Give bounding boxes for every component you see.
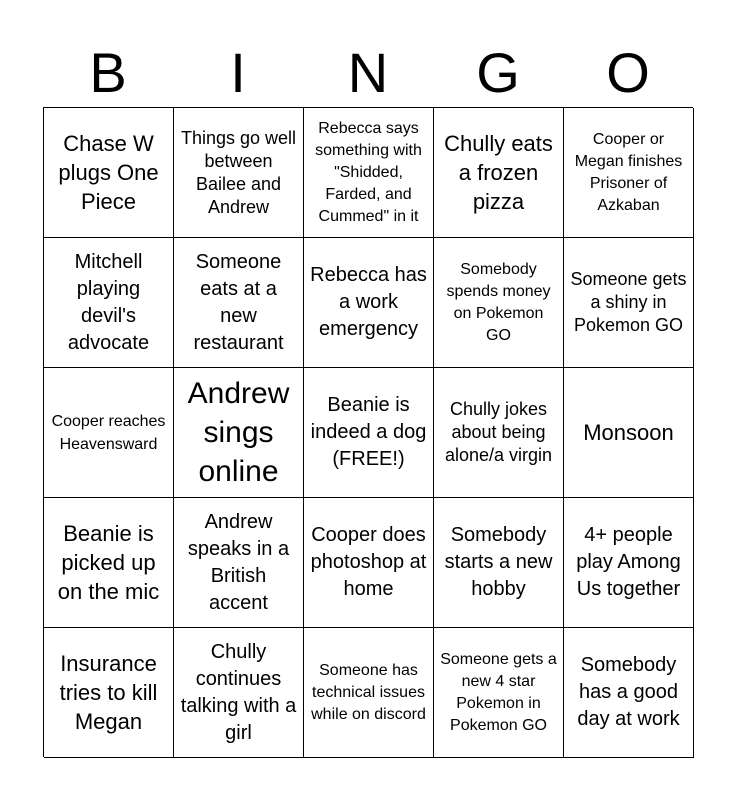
bingo-cell-r1c1[interactable] <box>44 108 174 238</box>
bingo-cell-r3c5[interactable] <box>564 368 694 498</box>
bingo-cell-r5c5[interactable] <box>564 628 694 758</box>
bingo-cell-r3c1[interactable] <box>44 368 174 498</box>
header-letter-i: I <box>230 41 246 104</box>
bingo-cell-r2c5[interactable] <box>564 238 694 368</box>
bingo-cell-r5c3[interactable] <box>304 628 434 758</box>
cell-text: Somebody spends money on Pokemon GO <box>446 260 551 344</box>
cell-text: Andrew speaks in a British accent <box>187 510 290 614</box>
header-letter-o: O <box>606 41 650 104</box>
cell-text: Mitchell playing devil's advocate <box>67 250 150 354</box>
cell-text: Rebecca says something with "Shidded, Farded, and Cummed" in it <box>315 119 422 225</box>
bingo-cell-r4c5[interactable] <box>564 498 694 628</box>
header-letter-n: N <box>347 41 389 104</box>
bingo-cell-r1c3[interactable] <box>304 108 434 238</box>
cell-text: Chully jokes about being alone/a virgin <box>444 399 553 465</box>
cell-text: Chase W plugs One Piece <box>58 131 159 214</box>
bingo-cell-r2c2[interactable] <box>174 238 304 368</box>
bingo-cell-r1c4[interactable] <box>434 108 564 238</box>
bingo-cell-r4c2[interactable] <box>174 498 304 628</box>
bingo-cell-r5c1[interactable] <box>44 628 174 758</box>
bingo-cell-r2c4[interactable] <box>434 238 564 368</box>
cell-text: Somebody has a good day at work <box>577 654 680 730</box>
cell-text: Someone gets a new 4 star Pokemon in Pokemon GO <box>440 650 557 734</box>
bingo-header <box>43 38 693 108</box>
cell-text: Someone gets a shiny in Pokemon GO <box>570 269 687 335</box>
cell-text: Someone eats at a new restaurant <box>193 250 284 354</box>
cell-text: Chully continues talking with a girl <box>180 640 297 744</box>
cell-text: Things go well between Bailee and Andrew <box>180 127 297 217</box>
bingo-cell-r5c2[interactable] <box>174 628 304 758</box>
cell-text: Cooper reaches Heavensward <box>51 412 166 453</box>
bingo-cell-r1c2[interactable] <box>174 108 304 238</box>
bingo-cell-r4c1[interactable] <box>44 498 174 628</box>
bingo-cell-r3c2[interactable] <box>174 368 304 498</box>
bingo-cell-r3c4[interactable] <box>434 368 564 498</box>
bingo-cell-r4c4[interactable] <box>434 498 564 628</box>
cell-text: Monsoon <box>583 420 674 445</box>
cell-text: Cooper or Megan finishes Prisoner of Azkaban <box>574 130 683 214</box>
bingo-cell-r4c3[interactable] <box>304 498 434 628</box>
header-letter-b: B <box>89 41 127 104</box>
bingo-cell-r1c5[interactable] <box>564 108 694 238</box>
header-letter-g: G <box>476 41 520 104</box>
cell-text: Chully eats a frozen pizza <box>444 131 553 214</box>
cell-text: Andrew sings online <box>187 377 290 488</box>
bingo-board <box>43 107 693 757</box>
cell-text: Rebecca has a work emergency <box>310 264 427 340</box>
cell-text: 4+ people play Among Us together <box>576 524 681 600</box>
bingo-cell-r2c3[interactable] <box>304 238 434 368</box>
bingo-cell-r2c1[interactable] <box>44 238 174 368</box>
bingo-cell-r3c3[interactable] <box>304 368 434 498</box>
cell-text: Somebody starts a new hobby <box>444 524 553 600</box>
cell-text: Cooper does photoshop at home <box>310 524 427 600</box>
cell-text: Someone has technical issues while on discord <box>311 661 426 723</box>
cell-text: Insurance tries to kill Megan <box>59 651 158 734</box>
bingo-cell-r5c4[interactable] <box>434 628 564 758</box>
cell-text: Beanie is picked up on the mic <box>57 521 160 604</box>
cell-text: Beanie is indeed a dog (FREE!) <box>310 394 427 470</box>
